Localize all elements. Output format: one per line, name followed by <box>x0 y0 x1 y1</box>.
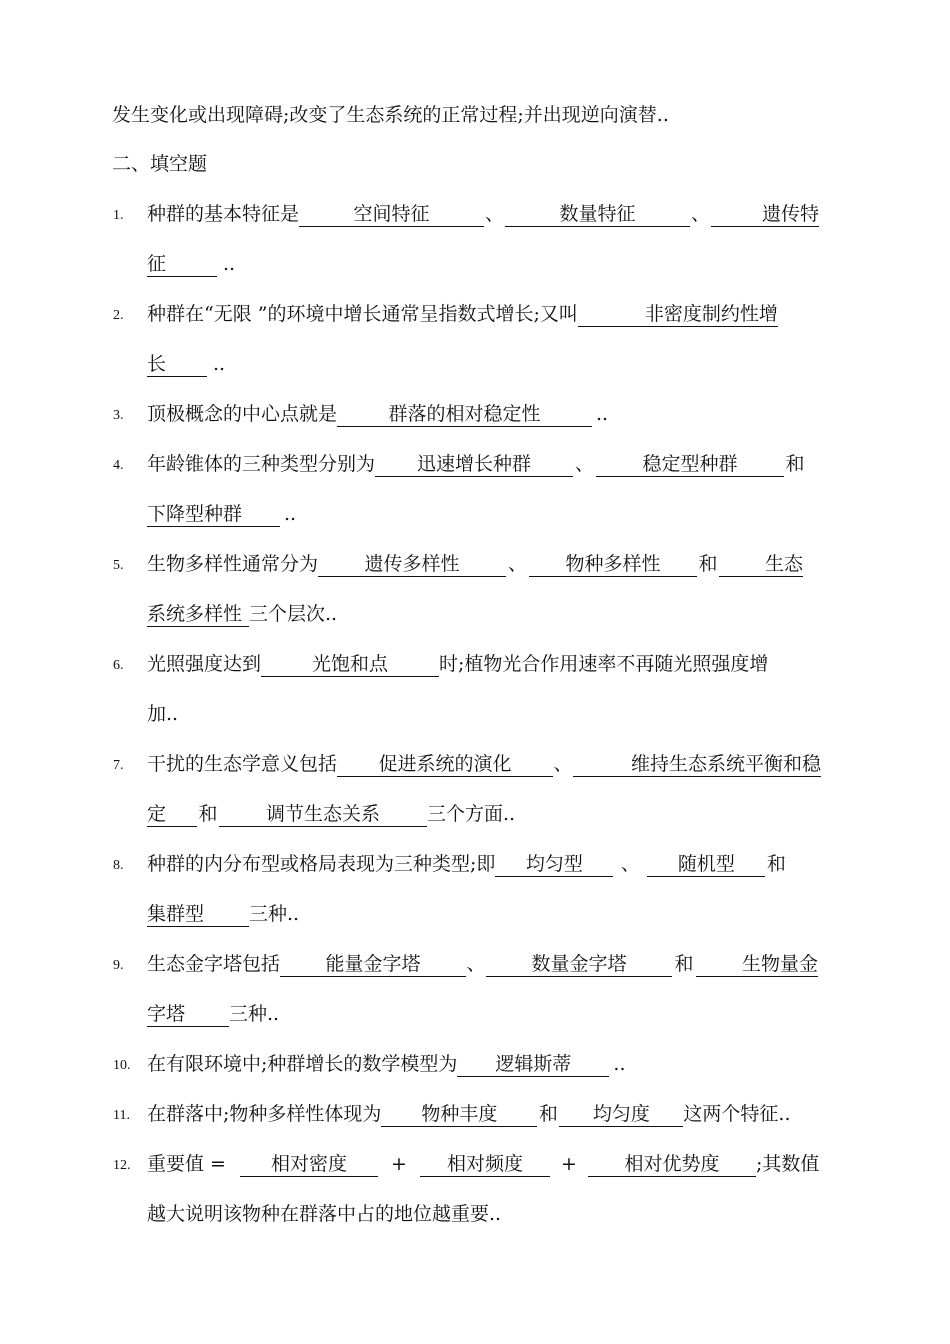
answer-blank: 相对频度 <box>420 1152 550 1177</box>
answer-blank: 生态 <box>719 552 803 577</box>
question-number: 3. <box>113 408 124 423</box>
question-number: 9. <box>113 958 124 973</box>
answer-blank: 相对优势度 <box>588 1152 756 1177</box>
question-3: 顶极概念的中心点就是 群落的相对稳定性 .. <box>147 403 609 425</box>
answer-blank: 调节生态关系 <box>219 802 427 827</box>
answer-blank: 征 <box>147 252 217 277</box>
answer-blank: 生物量金 <box>696 952 818 977</box>
question-number: 10. <box>113 1058 131 1073</box>
answer-blank: 相对密度 <box>240 1152 378 1177</box>
answer-blank: 物种丰度 <box>381 1102 537 1127</box>
answer-blank: 非密度制约性增 <box>578 302 778 327</box>
answer-blank: 能量金字塔 <box>280 952 466 977</box>
question-number: 8. <box>113 858 124 873</box>
answer-blank: 数量特征 <box>505 202 690 227</box>
answer-blank: 光饱和点 <box>261 652 439 677</box>
question-8-cont: 集群型 三种.. <box>147 903 300 925</box>
answer-blank: 迅速增长种群 <box>375 452 573 477</box>
question-number: 5. <box>113 558 124 573</box>
answer-blank: 字塔 <box>147 1002 229 1027</box>
intro-line: 发生变化或出现障碍;改变了生态系统的正常过程;并出现逆向演替.. <box>112 104 669 126</box>
question-10: 在有限环境中;种群增长的数学模型为 逻辑斯蒂 .. <box>147 1053 626 1075</box>
question-8: 种群的内分布型或格局表现为三种类型;即 均匀型 、 随机型 和 <box>147 853 786 875</box>
answer-blank: 定 <box>147 802 197 827</box>
question-1: 种群的基本特征是 空间特征 、 数量特征 、 遗传特 <box>147 203 820 225</box>
answer-blank: 均匀型 <box>495 852 613 877</box>
question-6: 光照强度达到 光饱和点 时;植物光合作用速率不再随光照强度增 <box>147 653 769 675</box>
question-number: 1. <box>113 208 124 223</box>
answer-blank: 系统多样性 <box>147 602 249 627</box>
question-1-cont: 征 .. <box>147 253 236 275</box>
answer-blank: 促进系统的演化 <box>337 752 553 777</box>
question-number: 2. <box>113 308 124 323</box>
question-6-cont: 加.. <box>147 703 179 725</box>
answer-blank: 遗传多样性 <box>318 552 506 577</box>
question-7-cont: 定 和 调节生态关系 三个方面.. <box>147 803 516 825</box>
question-11: 在群落中;物种多样性体现为 物种丰度 和 均匀度 这两个特征.. <box>147 1103 791 1125</box>
question-5: 生物多样性通常分为 遗传多样性 、 物种多样性 和 生态 <box>147 553 804 575</box>
question-5-cont: 系统多样性 三个层次.. <box>147 603 338 625</box>
question-number: 12. <box>113 1158 131 1173</box>
answer-blank: 群落的相对稳定性 <box>337 402 592 427</box>
question-4-cont: 下降型种群 .. <box>147 503 297 525</box>
answer-blank: 长 <box>147 352 207 377</box>
question-9-cont: 字塔 三种.. <box>147 1003 280 1025</box>
question-4: 年龄锥体的三种类型分别为 迅速增长种群 、 稳定型种群 和 <box>147 453 805 475</box>
question-9: 生态金字塔包括 能量金字塔 、 数量金字塔 和 生物量金 <box>147 953 819 975</box>
question-number: 11. <box>113 1108 130 1123</box>
question-12-cont: 越大说明该物种在群落中占的地位越重要.. <box>147 1203 502 1225</box>
answer-blank: 逻辑斯蒂 <box>457 1052 609 1077</box>
answer-blank: 下降型种群 <box>147 502 280 527</box>
answer-blank: 物种多样性 <box>529 552 697 577</box>
answer-blank: 数量金字塔 <box>486 952 672 977</box>
section-title: 二、填空题 <box>112 153 208 175</box>
question-number: 7. <box>113 758 124 773</box>
answer-blank: 集群型 <box>147 902 249 927</box>
question-number: 4. <box>113 458 124 473</box>
answer-blank: 维持生态系统平衡和稳 <box>573 752 821 777</box>
question-7: 干扰的生态学意义包括 促进系统的演化 、 维持生态系统平衡和稳 <box>147 753 822 775</box>
answer-blank: 随机型 <box>647 852 765 877</box>
answer-blank: 遗传特 <box>711 202 819 227</box>
question-2: 种群在“无限 ”的环境中增长通常呈指数式增长;又叫 非密度制约性增 <box>147 303 778 325</box>
answer-blank: 稳定型种群 <box>596 452 784 477</box>
answer-blank: 均匀度 <box>559 1102 683 1127</box>
question-2-cont: 长 .. <box>147 353 226 375</box>
question-number: 6. <box>113 658 124 673</box>
question-12: 重要值 = 相对密度 + 相对频度 + 相对优势度 ;其数值 <box>147 1153 820 1175</box>
answer-blank: 空间特征 <box>299 202 484 227</box>
